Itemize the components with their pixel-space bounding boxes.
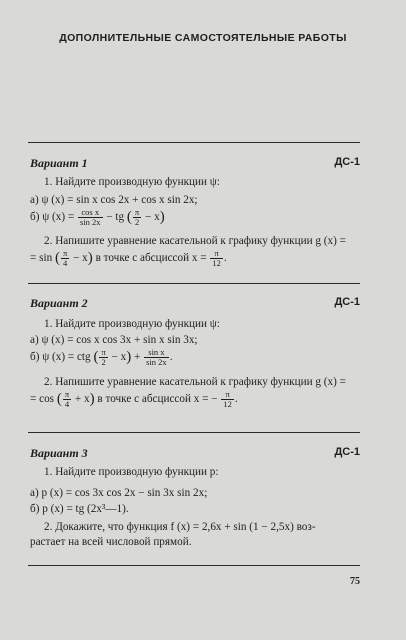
- fraction-numerator: π: [134, 207, 140, 217]
- fraction: [99, 348, 107, 367]
- fraction-numerator: π: [210, 249, 223, 259]
- variant-3-code: ДС-1: [334, 446, 360, 458]
- fraction-denominator: sin 2x: [146, 357, 167, 367]
- divider: [28, 432, 360, 433]
- fraction: [133, 208, 141, 227]
- fraction-denominator: sin 2x: [79, 217, 101, 227]
- paren-close: ): [159, 209, 165, 225]
- variant-2-task2: 2. Напишите уравнение касательной к графику функции g (x) =: [44, 376, 346, 388]
- fraction: [61, 249, 69, 268]
- variant-1-task1-a: а) ψ (x) = sin x cos 2x + cos x sin 2x;: [30, 194, 198, 206]
- variant-3-task1: 1. Найдите производную функции p:: [44, 466, 219, 478]
- paren-open: (: [56, 391, 62, 407]
- fraction-denominator: 2: [101, 357, 106, 367]
- variant-1-task2-expr: [30, 249, 360, 268]
- paren-close: ): [89, 391, 95, 407]
- fraction-numerator: cos x: [78, 208, 103, 218]
- expr-text: в точке с абсциссой x = −: [97, 393, 218, 406]
- paren-open: (: [93, 349, 99, 365]
- variant-1-task1: 1. Найдите производную функции ψ:: [44, 176, 220, 188]
- variant-3-task2-cont: растает на всей числовой прямой.: [30, 536, 192, 548]
- divider: [28, 142, 360, 143]
- page-number: 75: [350, 576, 360, 587]
- paren-open: (: [54, 250, 60, 266]
- variant-2-task1: 1. Найдите производную функции ψ:: [44, 318, 220, 330]
- punctuation: .: [223, 252, 227, 265]
- divider: [28, 283, 360, 284]
- variant-2-title: Вариант 2: [30, 296, 88, 310]
- variant-1-title: Вариант 1: [30, 156, 88, 170]
- fraction: [221, 390, 234, 409]
- fraction-denominator: 12: [223, 399, 232, 409]
- paren-open: (: [126, 209, 132, 225]
- fraction-numerator: π: [101, 347, 106, 357]
- variant-1-task2: 2. Напишите уравнение касательной к графику функции g (x) =: [44, 235, 346, 247]
- variant-2-task1-a: а) ψ (x) = cos x cos 3x + sin x sin 3x;: [30, 334, 198, 346]
- variant-2-task2-expr: [30, 390, 360, 409]
- variant-2-code: ДС-1: [334, 296, 360, 308]
- variant-1-code: ДС-1: [334, 156, 360, 168]
- expr-text: б) ψ (x) =: [30, 211, 75, 224]
- fraction-numerator: sin x: [144, 348, 169, 358]
- divider: [28, 565, 360, 566]
- expr-text: − x: [73, 252, 88, 265]
- paren-close: ): [126, 349, 132, 365]
- paren-close: ): [87, 250, 93, 266]
- variant-3-task2: 2. Докажите, что функция f (x) = 2,6x + sin (1 − 2,5x) воз-: [44, 521, 316, 533]
- fraction-numerator: π: [62, 248, 68, 258]
- fraction-denominator: 4: [62, 258, 68, 268]
- variant-1-task1-b: [30, 208, 360, 227]
- fraction: [210, 249, 223, 268]
- fraction-denominator: 2: [134, 217, 140, 227]
- fraction: [78, 208, 103, 227]
- fraction: [144, 348, 169, 367]
- expr-text: − x: [111, 351, 127, 364]
- expr-text: б) ψ (x) = ctg: [30, 351, 91, 364]
- fraction-denominator: 4: [64, 399, 70, 409]
- variant-2-task1-b: [30, 348, 360, 367]
- fraction-denominator: 12: [212, 258, 221, 268]
- punctuation: .: [169, 351, 173, 364]
- variant-3-task1-b: б) p (x) = tg (2x³—1).: [30, 503, 129, 515]
- expr-text: + x: [74, 393, 90, 406]
- expr-text: − x: [145, 211, 160, 224]
- page-header: ДОПОЛНИТЕЛЬНЫЕ САМОСТОЯТЕЛЬНЫЕ РАБОТЫ: [59, 32, 347, 44]
- variant-3-task1-a: а) p (x) = cos 3x cos 2x − sin 3x sin 2x;: [30, 487, 208, 499]
- fraction-numerator: π: [64, 389, 70, 399]
- fraction: [63, 390, 71, 409]
- expr-text: = cos: [30, 393, 55, 406]
- variant-3-title: Вариант 3: [30, 446, 88, 460]
- expr-text: = sin: [30, 252, 53, 265]
- expr-text: − tg: [106, 211, 125, 224]
- expr-text: +: [134, 351, 141, 364]
- expr-text: в точке с абсциссой x =: [95, 252, 207, 265]
- punctuation: .: [234, 393, 238, 406]
- fraction-numerator: π: [221, 390, 234, 400]
